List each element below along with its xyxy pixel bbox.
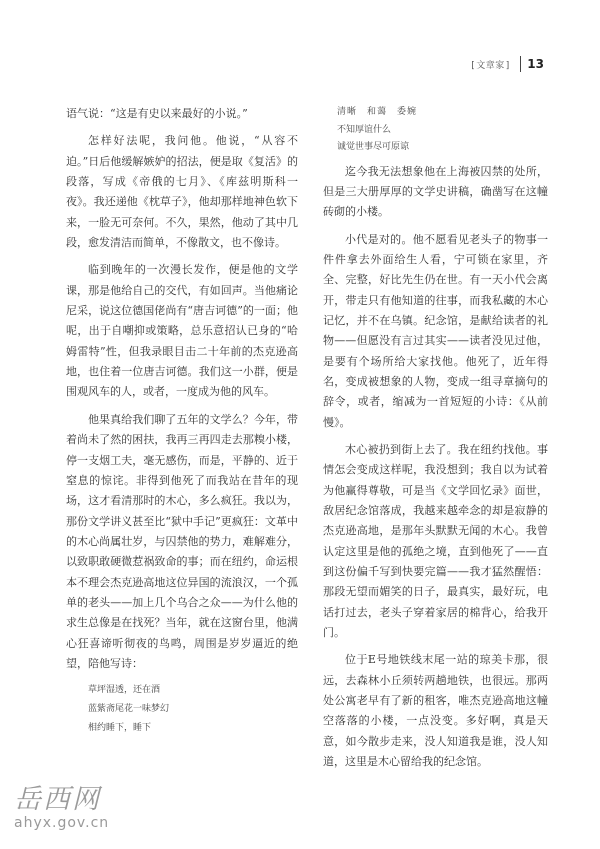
paragraph: 他果真给我们聊了五年的文学么？今年，带着尚未了然的困扶，我再三再四走去那糗小楼，停一支烟工夫，毫无感伤，而是，平静的、近于窒息的惊诧。非得到他死了而我站在昔年的现场，这才看清那时的木心，多么疯狂。我以为，那份文学讲义甚至比“狱中手记”更疯狂：文革中的木心尚属壮岁，与囚禁他的势力，难解难分，以致职敢硬微惹祸致命的事；而在纽约，命运根本不理会杰克逊高地这位异国的流浪汉，一个孤单的老头——加上几个乌合之众——为什么他的求生总像是在找死？当年，就在这窗台里，他满心狂喜谛听彻夜的鸟鸣，周围是岁岁逼近的绝望，陪他写诗： [66, 412, 298, 670]
header-divider [520, 56, 522, 72]
right-column [323, 104, 548, 779]
paragraph: 怎样好法呢，我问他。他说，“从容不迫。”日后他缓解嫉妒的招法，便是取《复活》的段落，写成《帝俄的七月》、《库兹明斯科一夜》。我还递他《枕草子》，他却那样地神色软下来，一脸无可奈何。不久，果然，他动了其中几段，愈发清洁而简单，不像散文，也不像诗。 [66, 134, 298, 250]
left-column [66, 104, 298, 746]
poem-line: 草坪湿透，还在酒 [88, 685, 161, 696]
paragraph: 位于E号地铁线末尾一站的琼美卡那，很远，去森林小丘须转两趟地铁，也很远。那两处公寓老早有了新的租客，唯杰克逊高地这幢空落落的小楼，一点没变。多好啊，真是天意，如今散步走来，没人知道我是谁，没人知道，这里是木心留给我的纪念馆。 [323, 653, 548, 769]
poem-line: 清晰 和蔼 委婉 [337, 107, 418, 117]
paragraph: 临到晚年的一次漫长发作，便是他的文学课，那是他给自己的交代，有如回声。当他痛论尼采，说这位德国佬尚有“唐吉诃德”的一面；他呢，出于自嘲抑或策略，总乐意招认已身的“哈姆雷特”性，但我录眼目击二十年前的杰克逊高地，也住着一位唐吉诃德。我们这一小群，便是围观风车的人，或者，一度成为他的风车。 [66, 263, 298, 399]
watermark-logo: 岳西网 [14, 784, 101, 815]
paragraph: 小代是对的。他不愿看见老头子的物事一件件拿去外面给生人看，宁可锁在家里，齐全、完整，好比先生仍在世。有一天小代会离开，带走只有他知道的往事，而我私藏的木心记忆，并不在乌镇。纪念馆，是献给读者的礼物——但愿没有言过其实——读者没见过他，是要有个场所给大家找他。他死了，近年得名，变成被想象的人物，变成一组寻章摘句的辞令，或者，缩减为一首短短的小诗：《从前慢》。 [323, 232, 548, 429]
page-number: 13 [527, 57, 544, 71]
poem-line: 诚觉世事尽可原谅 [337, 142, 410, 152]
paragraph: 迄今我无法想象他在上海被囚禁的处所，但是三大册厚厚的文学史讲稿，确凿写在这幢砖砌的小楼。 [323, 164, 548, 219]
page-header [468, 56, 544, 72]
poem-line: 不知厚谊什么 [337, 124, 392, 135]
poem-verse [88, 681, 298, 738]
poem-verse [337, 104, 548, 157]
paragraph: 木心被扔到街上去了。我在纽约找他。事情怎会变成这样呢，我没想到；我自以为试着为他赢得尊敬，可是当《文学回忆录》面世，敌居纪念馆落成，我越来越牵念的却是寂静的杰克逊高地，是那年头默默无闻的木心。我曾认定这里是他的孤绝之境，直到他死了——直到这份偏千写到快要完篇——我才猛然醒悟：那段无望而媚笑的日子，最真实，最好玩，电话打过去，老头子穿着家居的棉背心，给我开门。 [323, 442, 548, 640]
site-watermark [14, 785, 109, 831]
poem-line: 蓝紫斋尾花一味梦幻 [88, 704, 170, 715]
watermark-url: ahyx.gov.cn [14, 815, 110, 831]
poem-line: 相约睡下，睡下 [88, 723, 152, 734]
paragraph: 语气说：“这是有史以来最好的小说。” [66, 107, 248, 120]
section-label: [ 文章家 ] [468, 58, 513, 71]
